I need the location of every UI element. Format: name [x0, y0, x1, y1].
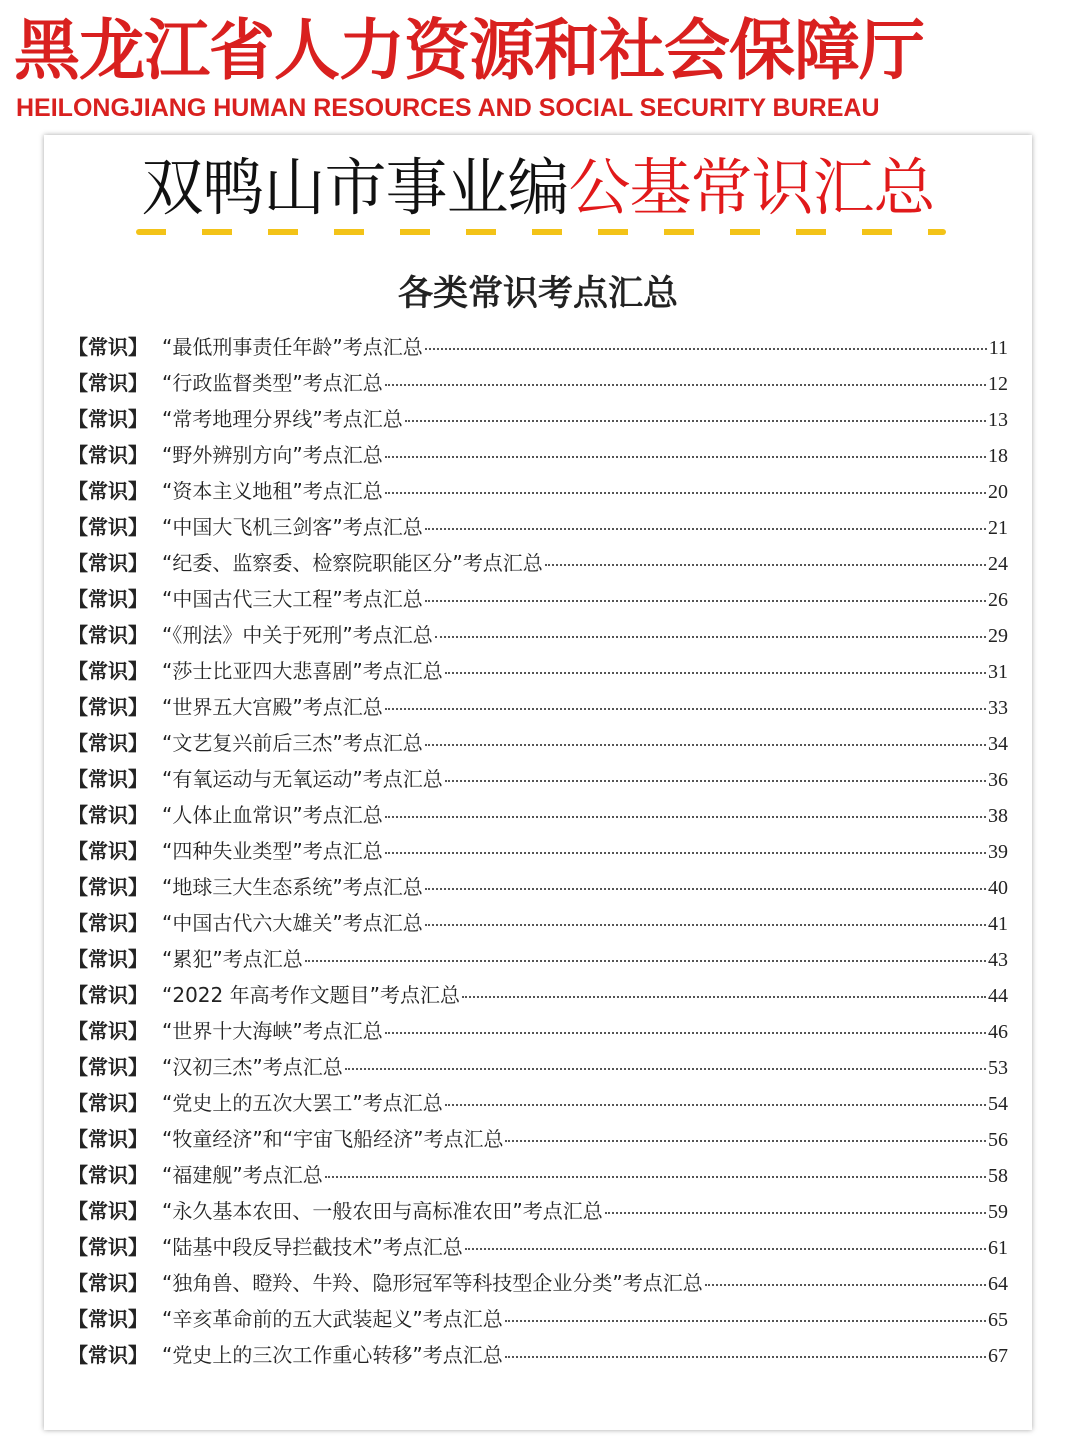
toc-entry-tag: 【常识】	[68, 1307, 148, 1331]
toc-entry-tag: 【常识】	[68, 371, 148, 395]
toc-entry-page-number: 34	[988, 733, 1008, 755]
toc-entry[interactable]	[68, 799, 1008, 835]
toc-dot-leader	[505, 1356, 986, 1358]
toc-dot-leader	[505, 1140, 986, 1142]
toc-entry-page-number: 31	[988, 661, 1008, 683]
toc-dot-leader	[385, 816, 986, 818]
toc-entry[interactable]	[68, 763, 1008, 799]
title-part-red: 公基常识汇总	[568, 151, 935, 224]
toc-entry-page-number: 38	[988, 805, 1008, 827]
toc-dot-leader	[505, 1320, 986, 1322]
toc-entry-title: “2022 年高考作文题目”考点汇总	[162, 983, 460, 1007]
toc-entry-title: “四种失业类型”考点汇总	[162, 839, 383, 863]
document-title	[44, 151, 1032, 224]
toc-entry-page-number: 11	[988, 337, 1008, 359]
toc-entry-page-number: 67	[988, 1345, 1008, 1367]
toc-dot-leader	[325, 1176, 986, 1178]
toc-entry-title: “世界五大宫殿”考点汇总	[162, 695, 383, 719]
toc-entry-title: “资本主义地租”考点汇总	[162, 479, 383, 503]
toc-entry-page-number: 36	[988, 769, 1008, 791]
toc-entry-title: “陆基中段反导拦截技术”考点汇总	[162, 1235, 463, 1259]
toc-entry-page-number: 18	[988, 445, 1008, 467]
toc-entry-title: “牧童经济”和“宇宙飞船经济”考点汇总	[162, 1127, 504, 1151]
toc-entry-title: “有氧运动与无氧运动”考点汇总	[162, 767, 443, 791]
toc-entry-title: “党史上的三次工作重心转移”考点汇总	[162, 1343, 503, 1367]
toc-entry[interactable]	[68, 691, 1008, 727]
toc-entry-tag: 【常识】	[68, 947, 148, 971]
toc-dot-leader	[425, 348, 987, 350]
toc-entry-title: “中国古代三大工程”考点汇总	[162, 587, 423, 611]
toc-dot-leader	[385, 456, 986, 458]
toc-entry-tag: 【常识】	[68, 443, 148, 467]
toc-dot-leader	[385, 1032, 986, 1034]
toc-entry-page-number: 20	[988, 481, 1008, 503]
toc-entry-title: “行政监督类型”考点汇总	[162, 371, 383, 395]
toc-entry-page-number: 64	[988, 1273, 1008, 1295]
toc-entry-tag: 【常识】	[68, 1199, 148, 1223]
toc-entry-tag: 【常识】	[68, 1127, 148, 1151]
toc-entry-title: “中国大飞机三剑客”考点汇总	[162, 515, 423, 539]
toc-entry-page-number: 46	[988, 1021, 1008, 1043]
toc-entry-tag: 【常识】	[68, 1091, 148, 1115]
toc-entry[interactable]	[68, 1087, 1008, 1123]
title-part-black: 双鸭山市事业编	[141, 151, 569, 224]
toc-entry-page-number: 59	[988, 1201, 1008, 1223]
toc-dot-leader	[425, 744, 986, 746]
toc-entry[interactable]	[68, 1303, 1008, 1339]
bureau-name-english: HEILONGJIANG HUMAN RESOURCES AND SOCIAL SECURITY BUREAU	[16, 94, 880, 122]
toc-entry[interactable]	[68, 655, 1008, 691]
bureau-header	[0, 0, 1080, 135]
toc-entry-title: “人体止血常识”考点汇总	[162, 803, 383, 827]
toc-entry[interactable]	[68, 1015, 1008, 1051]
toc-entry-tag: 【常识】	[68, 587, 148, 611]
toc-entry-tag: 【常识】	[68, 659, 148, 683]
toc-dot-leader	[465, 1248, 986, 1250]
toc-entry-page-number: 65	[988, 1309, 1008, 1331]
toc-dot-leader	[385, 708, 986, 710]
toc-entry[interactable]	[68, 439, 1008, 475]
toc-dot-leader	[435, 636, 986, 638]
toc-dot-leader	[445, 672, 986, 674]
toc-entry-page-number: 29	[988, 625, 1008, 647]
toc-entry[interactable]	[68, 727, 1008, 763]
toc-entry-tag: 【常识】	[68, 407, 148, 431]
toc-entry-title: “世界十大海峡”考点汇总	[162, 1019, 383, 1043]
toc-entry-title: “地球三大生态系统”考点汇总	[162, 875, 423, 899]
toc-entry-page-number: 39	[988, 841, 1008, 863]
toc-entry[interactable]	[68, 1339, 1008, 1375]
toc-dot-leader	[425, 924, 986, 926]
toc-entry-tag: 【常识】	[68, 803, 148, 827]
toc-entry[interactable]	[68, 403, 1008, 439]
toc-entry[interactable]	[68, 979, 1008, 1015]
toc-dot-leader	[545, 564, 986, 566]
toc-entry-page-number: 43	[988, 949, 1008, 971]
toc-entry-page-number: 58	[988, 1165, 1008, 1187]
title-dashed-underline	[136, 229, 946, 235]
toc-entry-page-number: 56	[988, 1129, 1008, 1151]
toc-entry[interactable]	[68, 475, 1008, 511]
toc-entry-title: “累犯”考点汇总	[162, 947, 303, 971]
toc-entry-tag: 【常识】	[68, 695, 148, 719]
toc-entry[interactable]	[68, 511, 1008, 547]
toc-dot-leader	[462, 996, 986, 998]
toc-entry-title: “福建舰”考点汇总	[162, 1163, 323, 1187]
toc-dot-leader	[605, 1212, 986, 1214]
toc-entry-page-number: 33	[988, 697, 1008, 719]
toc-entry-page-number: 12	[988, 373, 1008, 395]
toc-entry[interactable]	[68, 619, 1008, 655]
toc-dot-leader	[385, 852, 986, 854]
toc-entry-tag: 【常识】	[68, 731, 148, 755]
toc-entry-tag: 【常识】	[68, 1271, 148, 1295]
toc-entry[interactable]	[68, 1231, 1008, 1267]
toc-entry-page-number: 53	[988, 1057, 1008, 1079]
toc-entry-tag: 【常识】	[68, 1019, 148, 1043]
document-page	[44, 135, 1032, 1430]
toc-heading: 各类常识考点汇总	[397, 274, 678, 314]
toc-entry-tag: 【常识】	[68, 983, 148, 1007]
bureau-name-chinese: 黑龙江省人力资源和社会保障厅	[14, 12, 924, 89]
toc-entry-page-number: 61	[988, 1237, 1008, 1259]
toc-entry-title: “野外辨别方向”考点汇总	[162, 443, 383, 467]
toc-entry-tag: 【常识】	[68, 875, 148, 899]
toc-entry-title: “党史上的五次大罢工”考点汇总	[162, 1091, 443, 1115]
toc-entry-tag: 【常识】	[68, 515, 148, 539]
toc-entry-page-number: 13	[988, 409, 1008, 431]
toc-entry[interactable]	[68, 871, 1008, 907]
toc-entry-title: “《刑法》中关于死刑”考点汇总	[162, 623, 433, 647]
toc-entry-title: “莎士比亚四大悲喜剧”考点汇总	[162, 659, 443, 683]
toc-dot-leader	[705, 1284, 986, 1286]
toc-entry[interactable]	[68, 367, 1008, 403]
toc-dot-leader	[425, 600, 986, 602]
toc-entry-tag: 【常识】	[68, 551, 148, 575]
toc-entry-page-number: 54	[988, 1093, 1008, 1115]
toc-dot-leader	[385, 384, 986, 386]
toc-entry-title: “独角兽、瞪羚、牛羚、隐形冠军等科技型企业分类”考点汇总	[162, 1271, 703, 1295]
table-of-contents	[68, 331, 1008, 1375]
toc-entry-tag: 【常识】	[68, 839, 148, 863]
toc-entry[interactable]	[68, 835, 1008, 871]
toc-entry-page-number: 24	[988, 553, 1008, 575]
toc-dot-leader	[385, 492, 986, 494]
toc-entry-tag: 【常识】	[68, 1343, 148, 1367]
toc-entry-page-number: 26	[988, 589, 1008, 611]
toc-entry-tag: 【常识】	[68, 1163, 148, 1187]
toc-entry-page-number: 21	[988, 517, 1008, 539]
toc-entry[interactable]	[68, 907, 1008, 943]
toc-entry-title: “文艺复兴前后三杰”考点汇总	[162, 731, 423, 755]
toc-entry-title: “中国古代六大雄关”考点汇总	[162, 911, 423, 935]
toc-dot-leader	[425, 888, 986, 890]
toc-entry-tag: 【常识】	[68, 623, 148, 647]
toc-dot-leader	[405, 420, 986, 422]
toc-entry-tag: 【常识】	[68, 335, 148, 359]
toc-dot-leader	[445, 1104, 986, 1106]
toc-dot-leader	[445, 780, 986, 782]
toc-entry-title: “永久基本农田、一般农田与高标准农田”考点汇总	[162, 1199, 603, 1223]
toc-entry-title: “纪委、监察委、检察院职能区分”考点汇总	[162, 551, 543, 575]
toc-entry[interactable]	[68, 1051, 1008, 1087]
toc-entry[interactable]	[68, 1267, 1008, 1303]
toc-entry[interactable]	[68, 1195, 1008, 1231]
toc-entry[interactable]	[68, 943, 1008, 979]
toc-dot-leader	[425, 528, 986, 530]
toc-entry[interactable]	[68, 547, 1008, 583]
toc-entry[interactable]	[68, 331, 1008, 367]
toc-dot-leader	[305, 960, 986, 962]
toc-dot-leader	[345, 1068, 986, 1070]
toc-entry-tag: 【常识】	[68, 479, 148, 503]
toc-entry-page-number: 41	[988, 913, 1008, 935]
toc-entry[interactable]	[68, 583, 1008, 619]
toc-entry[interactable]	[68, 1123, 1008, 1159]
toc-entry-tag: 【常识】	[68, 911, 148, 935]
toc-entry-tag: 【常识】	[68, 767, 148, 791]
toc-entry-title: “常考地理分界线”考点汇总	[162, 407, 403, 431]
toc-entry-page-number: 44	[988, 985, 1008, 1007]
toc-entry-tag: 【常识】	[68, 1055, 148, 1079]
toc-entry-tag: 【常识】	[68, 1235, 148, 1259]
toc-entry-title: “最低刑事责任年龄”考点汇总	[162, 335, 423, 359]
toc-entry-page-number: 40	[988, 877, 1008, 899]
toc-entry[interactable]	[68, 1159, 1008, 1195]
toc-entry-title: “汉初三杰”考点汇总	[162, 1055, 343, 1079]
toc-entry-title: “辛亥革命前的五大武装起义”考点汇总	[162, 1307, 503, 1331]
